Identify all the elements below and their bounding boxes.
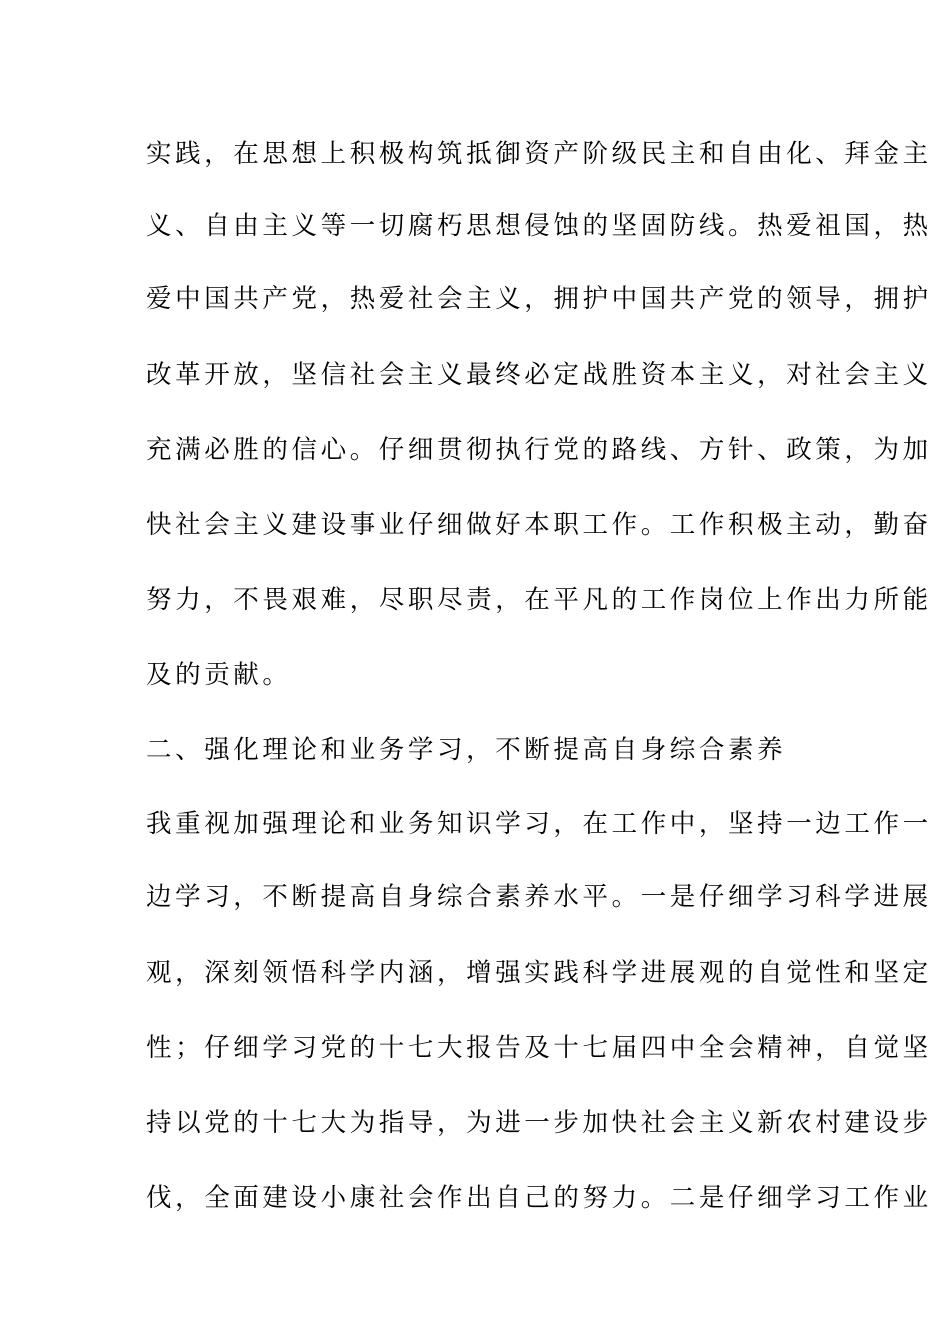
paragraph-line: 努力，不畏艰难，尽职尽责，在平凡的工作岗位上作出力所能: [146, 585, 932, 615]
paragraph-line: 爱中国共产党，热爱社会主义，拥护中国共产党的领导，拥护: [146, 284, 932, 314]
paragraph-line: 伐，全面建设小康社会作出自己的努力。二是仔细学习工作业: [146, 1183, 932, 1213]
section-heading: 二、强化理论和业务学习，不断提高自身综合素养: [146, 735, 787, 765]
paragraph-line: 实践，在思想上积极构筑抵御资产阶级民主和自由化、拜金主: [146, 139, 932, 169]
paragraph-line: 我重视加强理论和业务知识学习，在工作中，坚持一边工作一: [146, 809, 932, 839]
paragraph-line: 改革开放，坚信社会主义最终必定战胜资本主义，对社会主义: [146, 360, 932, 390]
paragraph-line: 边学习，不断提高自身综合素养水平。一是仔细学习科学进展: [146, 882, 932, 912]
paragraph-line: 观，深刻领悟科学内涵，增强实践科学进展观的自觉性和坚定: [146, 958, 932, 988]
paragraph-line: 快社会主义建设事业仔细做好本职工作。工作积极主动，勤奋: [146, 510, 932, 540]
paragraph-line: 及的贡献。: [146, 660, 292, 690]
paragraph-line: 充满必胜的信心。仔细贯彻执行党的路线、方针、政策，为加: [146, 435, 932, 465]
paragraph-line: 持以党的十七大为指导，为进一步加快社会主义新农村建设步: [146, 1108, 932, 1138]
paragraph-line: 义、自由主义等一切腐朽思想侵蚀的坚固防线。热爱祖国，热: [146, 211, 932, 241]
paragraph-line: 性；仔细学习党的十七大报告及十七届四中全会精神，自觉坚: [146, 1033, 932, 1063]
